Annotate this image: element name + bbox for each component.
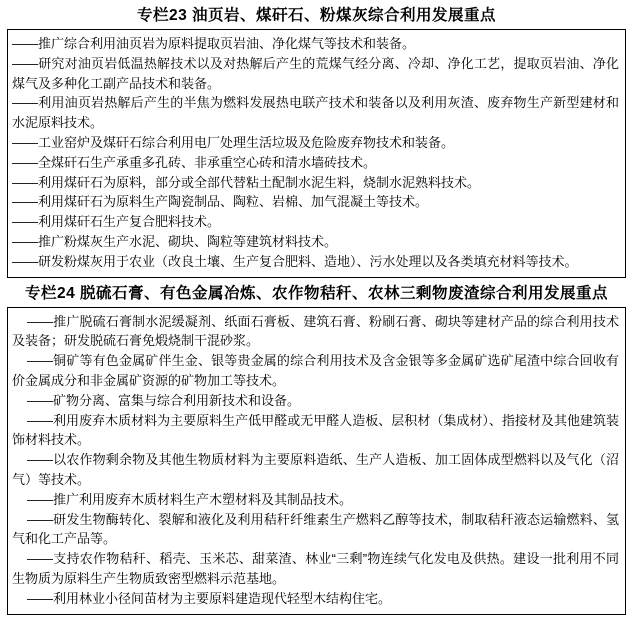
box-24-title: 专栏24 脱硫石膏、有色金属冶炼、农作物秸秆、农林三剩物废渣综合利用发展重点 [24, 284, 609, 302]
box-24-item: ——矿物分离、富集与综合利用新技术和设备。 [27, 392, 301, 408]
box-23-item: ——利用煤矸石为原料生产陶瓷制品、陶粒、岩棉、加气混凝土等技术。 [12, 194, 429, 210]
box-24-item: ——推广利用废弃木质材料生产木塑材料及其制品技术。 [27, 491, 353, 507]
box-23 [7, 29, 626, 278]
box-23-item: ——全煤矸石生产承重多孔砖、非承重空心砖和清水墙砖技术。 [12, 154, 377, 170]
box-23-item: ——推广粉煤灰生产水泥、砌块、陶粒等建筑材料技术。 [12, 233, 338, 249]
box-23-item: ——利用煤矸石生产复合肥料技术。 [12, 214, 221, 230]
box-24 [7, 307, 626, 615]
box-24-item: ——研发生物酶转化、裂解和液化及利用秸秆纤维素生产燃料乙醇等技术，制取秸秆液态运输燃料、氢气和化工产品等。 [12, 511, 619, 547]
box-23-item: ——研发粉煤灰用于农业（改良土壤、生产复合肥料、造地）、污水处理以及各类填充材料等技术。 [12, 253, 578, 269]
box-24-item: ——推广脱硫石膏制水泥缓凝剂、纸面石膏板、建筑石膏、粉刷石膏、砌块等建材产品的综合利用技术及装备；研发脱硫石膏免煅烧制干混砂浆。 [12, 313, 619, 349]
box-23-item: ——利用油页岩热解后产生的半焦为燃料发展热电联产技术和装备以及利用灰渣、废弃物生产新型建材和水泥原料技术。 [12, 95, 619, 131]
box-24-item: ——利用林业小径间苗材为主要原料建造现代轻型木结构住宅。 [27, 590, 392, 606]
box-23-item: ——工业窑炉及煤矸石综合利用电厂处理生活垃圾及危险废弃物技术和装备。 [12, 134, 455, 150]
box-23-title: 专栏23 油页岩、煤矸石、粉煤灰综合利用发展重点 [136, 7, 497, 24]
box-23-item: ——利用煤矸石为原料，部分或全部代替粘土配制水泥生料，烧制水泥熟料技术。 [12, 174, 481, 190]
box-24-item: ——支持农作物秸秆、稻壳、玉米芯、甜菜渣、林业“三剩”物连续气化发电及供热。建设一批利用不同生物质为原料生产生物质致密型燃料示范基地。 [12, 551, 619, 586]
box-24-item: ——铜矿等有色金属矿伴生金、银等贵金属的综合利用技术及含金银等多金属矿选矿尾渣中综合回收有价金属成分和非金属矿资源的矿物加工等技术。 [12, 353, 619, 388]
box-23-item: ——研究对油页岩低温热解技术以及对热解后产生的荒煤气经分离、冷却、净化工艺，提取页岩油、净化煤气及多种化工副产品技术和装备。 [12, 55, 619, 91]
box-24-item: ——以农作物剩余物及其他生物质材料为主要原料造纸、生产人造板、加工固体成型燃料以及气化（沼气）等技术。 [12, 452, 619, 487]
box-23-item: ——推广综合利用油页岩为原料提取页岩油、净化煤气等技术和装备。 [12, 36, 416, 51]
box-24-item: ——利用废弃木质材料为主要原料生产低甲醛或无甲醛人造板、层积材（集成材）、指接材及其他建筑装饰材料技术。 [12, 412, 619, 448]
